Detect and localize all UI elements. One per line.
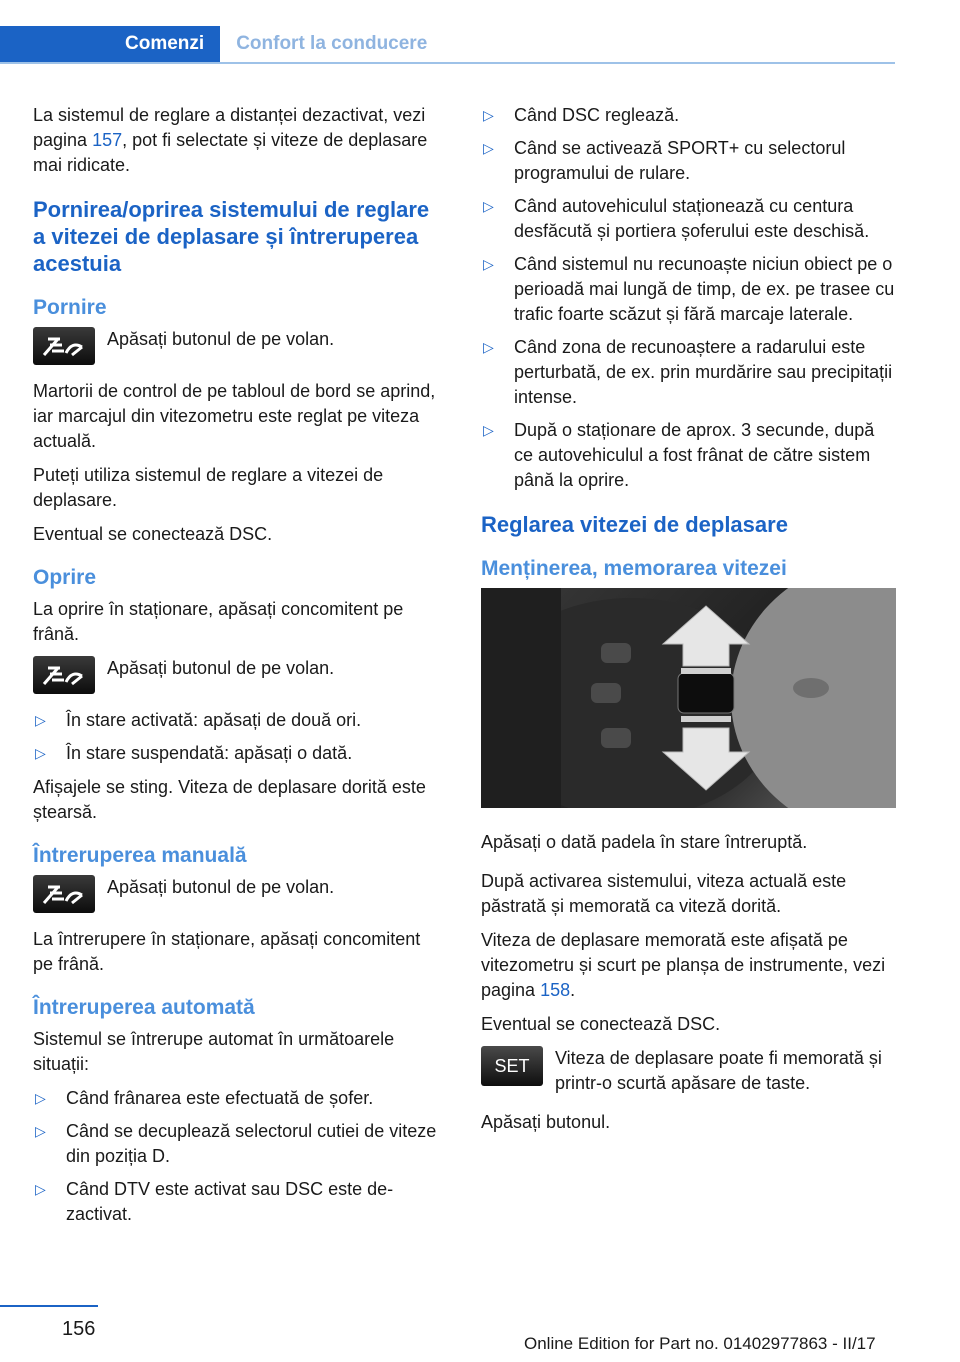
chapter-tabs — [0, 26, 895, 64]
triangle-bullet-icon: ▷ — [483, 256, 494, 272]
text: , pot fi selectate și viteze de deplasare mai ridicate. — [33, 130, 428, 175]
paragraph: La întrerupere în staționare, apăsați concomitent pe frână. — [33, 929, 421, 974]
instruction-text: Apăsați butonul de pe volan. — [107, 658, 335, 678]
list-item: ▷ Când se decuplează selectorul cutiei de viteze din poziția D. — [35, 1121, 437, 1166]
section-heading: Reglarea vitezei de deplasare — [481, 512, 788, 537]
list-item: ▷ Când autovehiculul staționează cu centura desfăcută și portiera șoferului este deschisă. — [483, 196, 870, 241]
list-item: ▷ În stare suspendată: apăsați o dată. — [33, 741, 445, 766]
subheading-oprire: Oprire — [33, 566, 97, 589]
paragraph: Martorii de control de pe tabloul de bord se aprind, iar marcajul din vitezometru este reglat pe viteza actuală. — [33, 381, 436, 451]
subheading-pornire: Pornire — [33, 296, 107, 319]
triangle-bullet-icon: ▷ — [35, 1090, 46, 1106]
list-item: ▷ Când DSC reglează. — [481, 103, 895, 128]
paragraph: Apăsați butonul. — [481, 1112, 611, 1132]
list-item: ▷ Când zona de recunoaștere a radarului este perturbată, de ex. prin murdărire sau precipitații intense. — [483, 337, 893, 407]
right-column — [481, 103, 895, 1144]
bullet-list — [481, 103, 895, 493]
list-item: ▷ Când sistemul nu recunoaște niciun obiect pe o perioadă mai lungă de timp, de ex. pe trasee cu trafic foarte scăzut și fără marcaje laterale. — [483, 254, 895, 324]
triangle-bullet-icon: ▷ — [483, 422, 494, 438]
left-column — [33, 103, 445, 1236]
list-item: ▷ Când DTV este activat sau DSC este dezactivat. — [35, 1179, 394, 1224]
triangle-bullet-icon: ▷ — [483, 140, 494, 156]
triangle-bullet-icon: ▷ — [35, 1123, 46, 1139]
tab-comenzi[interactable]: Comenzi — [0, 26, 220, 62]
list-item: ▷ Când frânarea este efectuată de șofer. — [33, 1086, 445, 1111]
cruise-control-button-icon — [33, 875, 95, 913]
subheading-mentinerea: Menținerea, memorarea vitezei — [481, 557, 787, 580]
cruise-control-button-icon — [33, 327, 95, 365]
triangle-bullet-icon: ▷ — [35, 745, 46, 761]
subheading-manuala: Întreruperea manuală — [33, 844, 247, 867]
set-button-icon: SET — [481, 1046, 543, 1086]
subheading-automata: Întreruperea automată — [33, 996, 255, 1019]
text: La sistemul de reglare a distanței dezactivat, vezi pagina — [33, 105, 426, 150]
section-heading: Pornirea/oprirea sistemului de reglare a vitezei de deplasare și întreruperea acestuia — [33, 197, 430, 276]
triangle-bullet-icon: ▷ — [483, 107, 494, 123]
instruction-text: Apăsați butonul de pe volan. — [107, 329, 335, 349]
text: Viteza de deplasare memorată este afișată pe vitezometru și scurt pe planșa de instrumente, vezi pagina — [481, 930, 886, 1000]
button-instruction — [481, 1046, 895, 1096]
footer-rule — [0, 1305, 98, 1307]
steering-wheel-photo — [481, 588, 896, 808]
paragraph: Puteți utiliza sistemul de reglare a vitezei de deplasare. — [33, 465, 384, 510]
button-instruction — [33, 327, 445, 365]
paragraph: Afișajele se sting. Viteza de deplasare dorită este ștearsă. — [33, 777, 426, 822]
paragraph: Apăsați o dată padela în stare întreruptă. — [481, 832, 808, 852]
paragraph: La oprire în staționare, apăsați concomitent pe frână. — [33, 599, 404, 644]
paragraph: După activarea sistemului, viteza actuală este păstrată și memorată ca viteză dorită. — [481, 871, 847, 916]
triangle-bullet-icon: ▷ — [35, 712, 46, 728]
paragraph: Sistemul se întrerupe automat în următoarele situații: — [33, 1029, 395, 1074]
button-instruction — [33, 656, 445, 694]
paragraph — [33, 103, 445, 178]
list-item: ▷ În stare activată: apăsați de două ori. — [33, 708, 445, 733]
page-link-157[interactable]: 157 — [92, 130, 123, 150]
edition-note: Online Edition for Part no. 01402977863 - II/17 — [524, 1334, 876, 1353]
paragraph: Eventual se conectează DSC. — [33, 524, 273, 544]
text: . — [570, 980, 576, 1000]
triangle-bullet-icon: ▷ — [483, 198, 494, 214]
list-item: ▷ După o staționare de aprox. 3 secunde, după ce autovehiculul a fost frânat de către sistem până la oprire. — [483, 420, 875, 490]
list-item: ▷ Când se activează SPORT+ cu selectorul programului de rulare. — [483, 138, 846, 183]
page-number: 156 — [62, 1318, 96, 1340]
tab-confort[interactable]: Confort la conducere — [236, 33, 428, 54]
instruction-text: Apăsați butonul de pe volan. — [107, 877, 335, 897]
paragraph — [481, 928, 895, 1003]
triangle-bullet-icon: ▷ — [483, 339, 494, 355]
cruise-control-button-icon — [33, 656, 95, 694]
page-link-158[interactable]: 158 — [540, 980, 571, 1000]
paragraph: Eventual se conectează DSC. — [481, 1014, 721, 1034]
instruction-text: Viteza de deplasare poate fi memorată și printr-o scurtă apăsare de taste. — [555, 1048, 882, 1093]
bullet-list — [33, 708, 445, 766]
triangle-bullet-icon: ▷ — [35, 1181, 46, 1197]
button-instruction — [33, 875, 445, 913]
bullet-list — [33, 1086, 445, 1227]
